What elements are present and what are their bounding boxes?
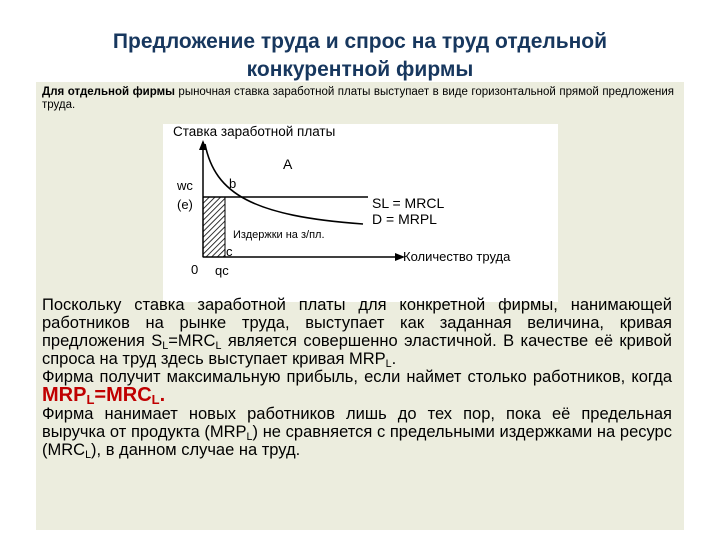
body-text xyxy=(42,296,672,459)
p1-sub-1: L xyxy=(162,340,169,352)
wage-label: wc xyxy=(177,178,193,193)
profit-formula xyxy=(42,384,165,406)
p3-sub-1: L xyxy=(246,431,253,443)
area-label: A xyxy=(283,156,293,172)
p1-part-a: Поскольку ставка заработной платы для конкретной фирмы, нанимающей работников на рынке труда, выступает как заданная величина, кривая предложения S xyxy=(42,296,672,350)
p1-sub-3: L xyxy=(385,358,392,370)
point-b-label: b xyxy=(229,176,237,191)
demand-label: D = MRPL xyxy=(372,211,437,227)
x-axis-label: Количество труда xyxy=(403,249,511,264)
formula-end: . xyxy=(159,384,166,406)
p1-part-d: . xyxy=(391,350,397,368)
formula-mrc-sub: L xyxy=(151,392,160,407)
quantity-label: qc xyxy=(215,263,229,278)
origin-label: 0 xyxy=(191,262,199,277)
intro-text xyxy=(42,86,674,112)
cost-label: Издержки на з/пл. xyxy=(233,229,325,241)
p1-part-c: является совершенно эластичной. В качестве её кривой спроса на труд здесь выступает кривая MRP xyxy=(42,332,672,368)
diagram-svg xyxy=(163,124,558,302)
intro-rest: рыночная ставка заработной платы выступает в виде горизонтальной прямой предложения труда. xyxy=(42,86,674,111)
p1-part-b: =MRC xyxy=(168,332,216,350)
wage-sub-label: (e) xyxy=(177,197,193,212)
intro-bold: Для отдельной фирмы xyxy=(42,86,175,98)
formula-mrp: MRP xyxy=(42,384,87,406)
title-line-1: Предложение труда и спрос на труд отдельной xyxy=(112,30,608,53)
p3-part-a: Фирма нанимает новых работников лишь до тех пор, пока её предельная выручка от продукта (MRP xyxy=(42,405,672,441)
paragraph-3 xyxy=(42,405,672,459)
paragraph-1 xyxy=(42,296,672,368)
p3-sub-2: L xyxy=(85,449,92,461)
title-line-2: конкурентной фирмы xyxy=(246,58,474,81)
point-c-label: c xyxy=(226,244,233,259)
p1-sub-2: L xyxy=(215,340,222,352)
p3-part-c: ), в данном случае на труд. xyxy=(91,441,301,459)
slide-title xyxy=(40,28,680,84)
y-axis-label: Ставка заработной платы xyxy=(173,124,336,139)
wage-cost-area xyxy=(203,197,225,257)
paragraph-2 xyxy=(42,368,672,405)
formula-mrc: =MRC xyxy=(94,384,152,406)
labor-market-diagram xyxy=(163,124,558,302)
formula-mrp-sub: L xyxy=(86,392,95,407)
supply-label: SL = MRCL xyxy=(372,195,445,211)
p3-part-b: ) не сравняется с предельными издержками на ресурс (MRC xyxy=(42,423,672,459)
p2-part-a: Фирма получит максимальную прибыль, если наймет столько работников, когда xyxy=(42,368,672,386)
